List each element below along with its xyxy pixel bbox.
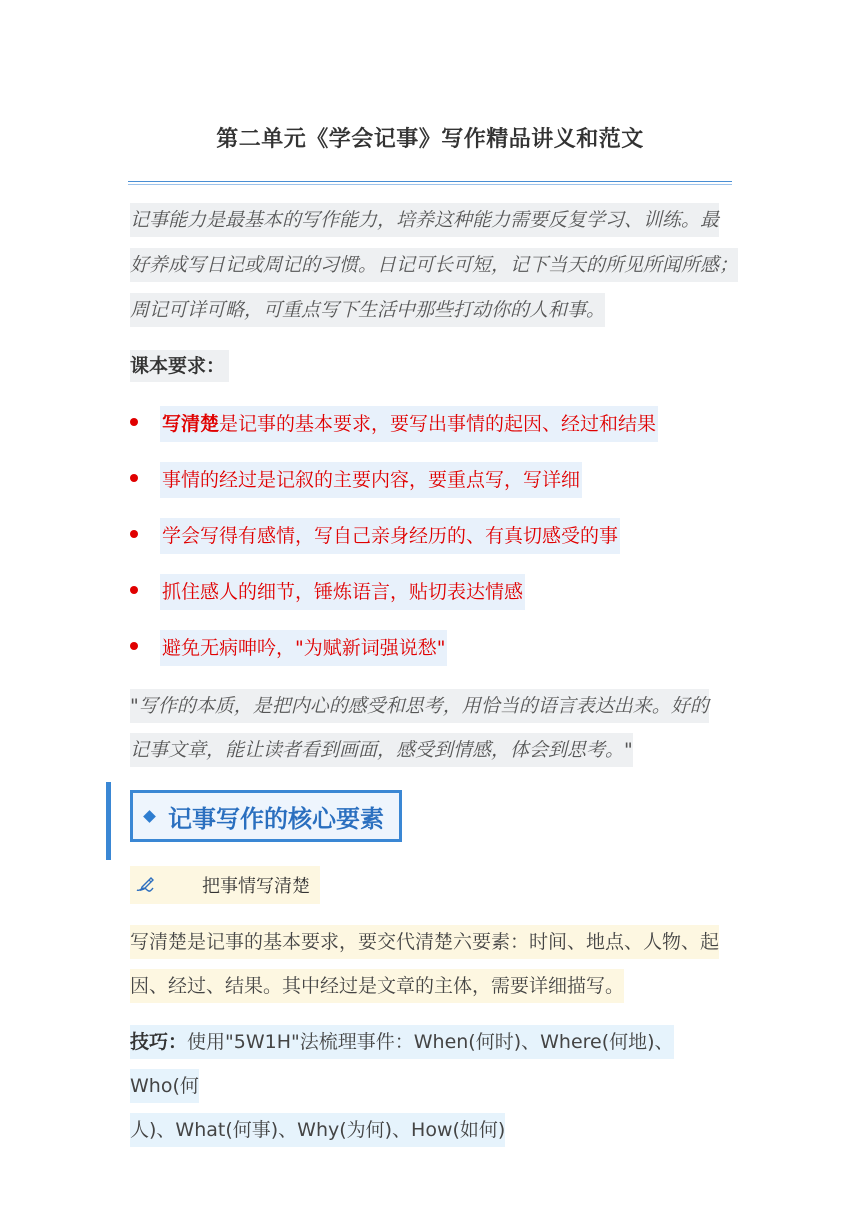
list-item [130,516,750,572]
list-item [130,628,750,684]
quote-line: 记事文章，能让读者看到画面，感受到情感，体会到思考。" [130,733,633,767]
requirement-rest: 事情的经过是记叙的主要内容，要重点写，写详细 [162,469,581,491]
intro-line: 周记可详可略，可重点写下生活中那些打动你的人和事。 [130,293,605,327]
requirement-rest: 抓住感人的细节，锤炼语言，贴切表达情感 [162,581,524,603]
title-divider [128,181,732,185]
requirement-text [160,406,658,442]
tip-paragraph [130,1020,740,1152]
requirement-text [160,630,447,666]
section-heading [130,790,402,842]
intro-line: 好养成写日记或周记的习惯。日记可长可短，记下当天的所见所闻所感； [130,248,738,282]
list-item [130,404,750,460]
body-paragraph [130,920,740,1008]
subsection-heading [130,866,320,904]
bullet-dot-icon [130,474,138,482]
pen-writing-icon [134,874,156,896]
requirements-list [130,404,750,684]
requirements-label: 课本要求： [130,350,229,382]
paragraph-line: 写清楚是记事的基本要求，要交代清楚六要素：时间、地点、人物、起 [130,925,719,959]
bullet-dot-icon [130,418,138,426]
requirement-rest: 学会写得有感情，写自己亲身经历的、有真切感受的事 [162,525,619,547]
list-item [130,460,750,516]
document-title: 第二单元《学会记事》写作精品讲义和范文 [216,127,644,152]
paragraph-line: 因、经过、结果。其中经过是文章的主体，需要详细描写。 [130,969,624,1003]
requirement-bold: 写清楚 [162,413,220,435]
quote-block [130,684,730,772]
intro-paragraph [130,198,740,333]
intro-line: 记事能力是最基本的写作能力，培养这种能力需要反复学习、训练。最 [130,203,719,237]
requirement-rest: 避免无病呻吟，"为赋新词强说愁" [162,637,446,659]
quote-line: "写作的本质，是把内心的感受和思考，用恰当的语言表达出来。好的 [130,689,709,723]
tip-line [130,1025,674,1103]
tip-line: 人)、What(何事)、Why(为何)、How(如何) [130,1113,505,1147]
requirement-text [160,462,582,498]
list-item [130,572,750,628]
diamond-bullet-icon [143,810,156,823]
bullet-dot-icon [130,642,138,650]
section-title: 记事写作的核心要素 [168,804,384,833]
tip-label: 技巧： [130,1031,188,1053]
bullet-dot-icon [130,530,138,538]
tip-text: 使用"5W1H"法梳理事件：When(何时)、Where(何地)、Who(何 [130,1031,674,1097]
bullet-dot-icon [130,586,138,594]
section-accent-bar [106,782,111,860]
requirement-text [160,518,620,554]
requirement-text [160,574,525,610]
requirement-rest: 是记事的基本要求，要写出事情的起因、经过和结果 [219,413,657,435]
subsection-title: 把事情写清楚 [202,876,310,897]
